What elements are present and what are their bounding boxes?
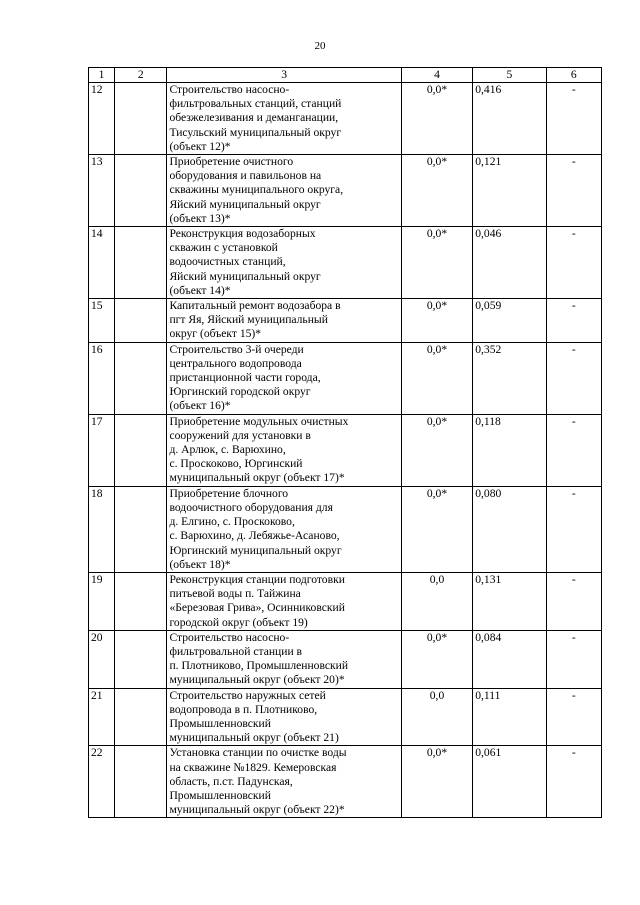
row-number: 15 xyxy=(89,299,115,343)
table-row xyxy=(89,155,602,227)
object-description xyxy=(167,746,401,818)
description-line: водопровода в п. Плотниково, xyxy=(169,702,318,716)
value-col5: 0,121 xyxy=(473,155,546,227)
table-row xyxy=(89,688,602,746)
object-description xyxy=(167,414,401,486)
row-col2 xyxy=(115,342,167,414)
description-line: Промышленновский xyxy=(169,788,271,802)
row-number: 16 xyxy=(89,342,115,414)
value-col6: - xyxy=(546,746,601,818)
row-col2 xyxy=(115,572,167,630)
value-col5: 0,084 xyxy=(473,630,546,688)
description-line: на скважине №1829. Кемеровская xyxy=(169,760,337,774)
value-col4: 0,0* xyxy=(401,746,472,818)
row-number: 17 xyxy=(89,414,115,486)
row-col2 xyxy=(115,414,167,486)
value-col4: 0,0* xyxy=(401,155,472,227)
value-col4: 0,0* xyxy=(401,486,472,572)
description-line: Приобретение очистного xyxy=(169,155,294,169)
table-row xyxy=(89,83,602,155)
description-line: (объект 18)* xyxy=(169,557,231,571)
table-row xyxy=(89,414,602,486)
row-number: 19 xyxy=(89,572,115,630)
description-line: д. Елгино, с. Проскоково, xyxy=(169,515,295,529)
description-line: Реконструкция водозаборных xyxy=(169,227,316,241)
description-line: скважин с установкой xyxy=(169,241,278,255)
object-description xyxy=(167,342,401,414)
description-line: (объект 14)* xyxy=(169,283,231,297)
table-row xyxy=(89,746,602,818)
value-col4: 0,0* xyxy=(401,630,472,688)
table-row xyxy=(89,342,602,414)
value-col4: 0,0* xyxy=(401,342,472,414)
object-description xyxy=(167,486,401,572)
value-col5: 0,059 xyxy=(473,299,546,343)
description-line: с. Варюхино, д. Лебяжье-Асаново, xyxy=(169,529,340,543)
description-line: округ (объект 15)* xyxy=(169,327,262,341)
value-col6: - xyxy=(546,688,601,746)
description-line: фильтровальных станций, станций xyxy=(169,97,342,111)
value-col5: 0,061 xyxy=(473,746,546,818)
table-header-row xyxy=(89,68,602,83)
object-description xyxy=(167,572,401,630)
description-line: скважины муниципального округа, xyxy=(169,183,344,197)
row-number: 14 xyxy=(89,227,115,299)
value-col5: 0,131 xyxy=(473,572,546,630)
description-line: муниципальный округ (объект 17)* xyxy=(169,471,345,485)
description-line: питьевой воды п. Тайжина xyxy=(169,587,301,601)
column-header: 5 xyxy=(473,68,546,83)
value-col5: 0,046 xyxy=(473,227,546,299)
description-line: с. Проскоково, Юргинский xyxy=(169,457,303,471)
object-description xyxy=(167,155,401,227)
value-col6: - xyxy=(546,414,601,486)
description-line: пристанционной части города, xyxy=(169,371,321,385)
description-line: п. Плотниково, Промышленновский xyxy=(169,659,349,673)
description-line: муниципальный округ (объект 21) xyxy=(169,731,339,745)
description-line: д. Арлюк, с. Варюхино, xyxy=(169,443,286,457)
object-description xyxy=(167,83,401,155)
row-number: 20 xyxy=(89,630,115,688)
description-line: центрального водопровода xyxy=(169,356,302,370)
value-col6: - xyxy=(546,572,601,630)
description-line: «Березовая Грива», Осинниковский xyxy=(169,601,345,615)
table-row xyxy=(89,572,602,630)
value-col6: - xyxy=(546,299,601,343)
value-col4: 0,0 xyxy=(401,688,472,746)
description-line: (объект 12)* xyxy=(169,139,231,153)
row-col2 xyxy=(115,83,167,155)
table-row xyxy=(89,486,602,572)
description-line: Тисульский муниципальный округ xyxy=(169,125,342,139)
table-row xyxy=(89,299,602,343)
value-col6: - xyxy=(546,342,601,414)
description-line: Яйский муниципальный округ xyxy=(169,269,321,283)
row-number: 13 xyxy=(89,155,115,227)
row-number: 22 xyxy=(89,746,115,818)
object-description xyxy=(167,299,401,343)
description-line: Установка станции по очистке воды xyxy=(169,746,347,760)
value-col4: 0,0* xyxy=(401,83,472,155)
description-line: Промышленновский xyxy=(169,716,271,730)
description-line: обезжелезивания и деманганации, xyxy=(169,111,339,125)
value-col6: - xyxy=(546,227,601,299)
description-line: водоочистных станций, xyxy=(169,255,286,269)
row-number: 21 xyxy=(89,688,115,746)
description-line: Приобретение модульных очистных xyxy=(169,414,349,428)
value-col6: - xyxy=(546,155,601,227)
column-header: 2 xyxy=(115,68,167,83)
value-col6: - xyxy=(546,630,601,688)
program-objects-table xyxy=(88,67,602,818)
description-line: (объект 16)* xyxy=(169,399,231,413)
column-header: 3 xyxy=(167,68,401,83)
row-col2 xyxy=(115,688,167,746)
description-line: Строительство наружных сетей xyxy=(169,688,326,702)
object-description xyxy=(167,688,401,746)
value-col4: 0,0* xyxy=(401,414,472,486)
description-line: Строительство насосно- xyxy=(169,630,290,644)
row-col2 xyxy=(115,227,167,299)
value-col6: - xyxy=(546,83,601,155)
table-row xyxy=(89,227,602,299)
description-line: Строительство насосно- xyxy=(169,83,290,96)
row-col2 xyxy=(115,155,167,227)
description-line: муниципальный округ (объект 22)* xyxy=(169,803,345,817)
description-line: Строительство 3-й очереди xyxy=(169,342,304,356)
value-col5: 0,118 xyxy=(473,414,546,486)
column-header: 6 xyxy=(546,68,601,83)
value-col5: 0,111 xyxy=(473,688,546,746)
description-line: Юргинский муниципальный округ xyxy=(169,543,342,557)
row-col2 xyxy=(115,746,167,818)
row-number: 18 xyxy=(89,486,115,572)
description-line: водоочистного оборудования для xyxy=(169,500,333,514)
object-description xyxy=(167,227,401,299)
row-col2 xyxy=(115,486,167,572)
page-number: 20 xyxy=(314,40,326,52)
description-line: Приобретение блочного xyxy=(169,486,289,500)
column-header: 4 xyxy=(401,68,472,83)
description-line: Реконструкция станции подготовки xyxy=(169,572,345,586)
value-col5: 0,352 xyxy=(473,342,546,414)
row-col2 xyxy=(115,630,167,688)
description-line: муниципальный округ (объект 20)* xyxy=(169,673,345,687)
description-line: фильтровальной станции в xyxy=(169,644,303,658)
description-line: Юргинский городской округ xyxy=(169,385,311,399)
description-line: Яйский муниципальный округ xyxy=(169,197,321,211)
value-col4: 0,0* xyxy=(401,227,472,299)
value-col5: 0,080 xyxy=(473,486,546,572)
description-line: пгт Яя, Яйский муниципальный xyxy=(169,313,328,327)
description-line: сооружений для установки в xyxy=(169,428,311,442)
description-line: городской округ (объект 19) xyxy=(169,615,308,629)
value-col4: 0,0* xyxy=(401,299,472,343)
description-line: область, п.ст. Падунская, xyxy=(169,774,293,788)
value-col5: 0,416 xyxy=(473,83,546,155)
table-row xyxy=(89,630,602,688)
row-col2 xyxy=(115,299,167,343)
object-description xyxy=(167,630,401,688)
description-line: оборудования и павильонов на xyxy=(169,169,322,183)
column-header: 1 xyxy=(89,68,115,83)
row-number: 12 xyxy=(89,83,115,155)
description-line: (объект 13)* xyxy=(169,211,231,225)
description-line: Капитальный ремонт водозабора в xyxy=(169,299,341,313)
value-col6: - xyxy=(546,486,601,572)
value-col4: 0,0 xyxy=(401,572,472,630)
